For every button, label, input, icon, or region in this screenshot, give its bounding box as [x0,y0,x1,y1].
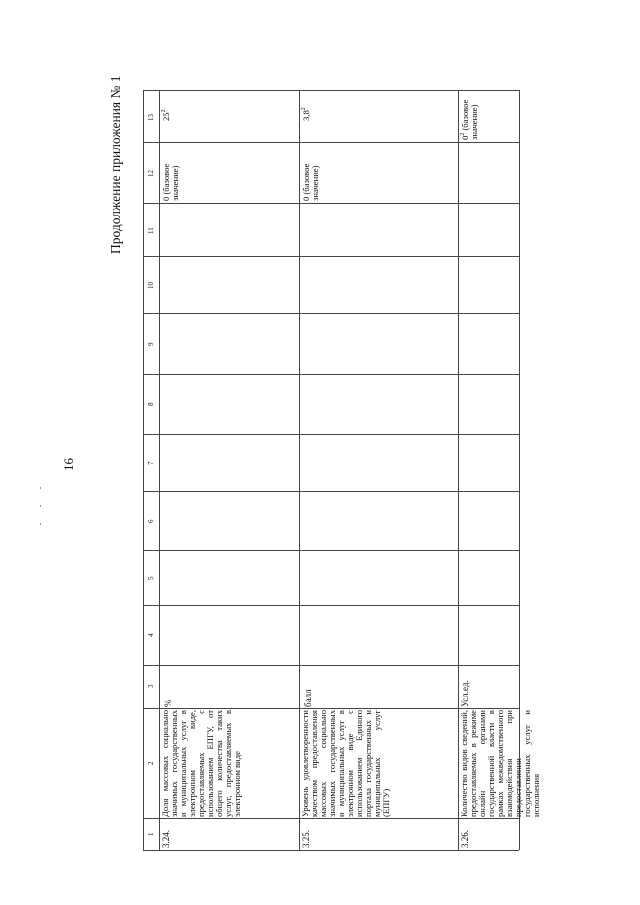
table-row-3-25-name: Уровень удовлетворенности качеством предоставления массовых социально значимых государственных и муниципальных услуг в электронном виде с использованием Единого портала государственных и муниципальных услуг (ЕПГУ) [300,710,392,817]
header-col-10: 10 [147,282,155,289]
table-row-3-25-col13: $3,8^2$ [301,107,311,121]
table-row-3-24-col12: 0 (базовое значение) [161,163,181,201]
table-row-3-24-col13: $25^2$ [161,109,171,121]
table-row-3-25-unit: балл [303,689,313,707]
table-row-3-26-number: 3.26. [460,830,470,848]
page-number: 16 [61,458,76,471]
table-row-3-24-unit: % [163,699,173,707]
header-col-9: 9 [147,342,155,346]
header-col-3: 3 [147,684,155,688]
header-col-7: 7 [147,461,155,465]
header-col-8: 8 [147,402,155,406]
table-row-3-25-col12: 0 (базовое значение) [301,163,321,201]
table-row-3-24-number: 3.24. [161,830,171,848]
table-row-3-26-name: Количество видов сведений, предоставляемых в режиме онлайн органами государственной власти в рамках межведомственного взаимодействия при предоставлении государственных услуг и исполнения [459,710,542,817]
table-row-3-26-unit: Усл.ед. [460,680,470,707]
header-col-2: 2 [147,761,155,765]
header-col-1: 1 [147,832,155,836]
header-col-12: 12 [147,170,155,177]
table-row-3-25-number: 3.25. [301,830,311,848]
header-col-4: 4 [147,633,155,637]
header-col-13: 13 [147,114,155,121]
continuation-title: Продолжение приложения № 1 [108,75,123,254]
header-col-5: 5 [147,576,155,580]
table-row-3-26-col13: $0^2$ (базовое значение) [460,99,480,140]
table-row-3-24-name: Доля массовых социально значимых государственных и муниципальных услуг в электронном виде, предоставляемых с использованием ЕПГУ, от общего количества таких услуг, предоставляемых в электронном виде [160,710,243,817]
header-col-6: 6 [147,519,155,523]
header-col-11: 11 [147,227,155,234]
